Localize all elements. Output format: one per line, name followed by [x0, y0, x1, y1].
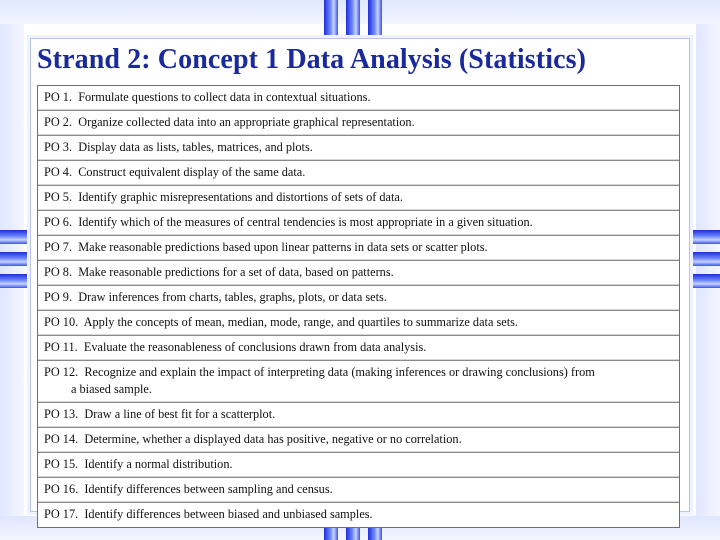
po-code: PO 17.	[44, 507, 79, 521]
po-text: Determine, whether a displayed data has positive, negative or no correlation.	[84, 432, 462, 446]
po-text: Formulate questions to collect data in contextual situations.	[78, 90, 371, 104]
objectives-table	[37, 85, 680, 528]
po-code: PO 4.	[44, 165, 73, 179]
po-code: PO 13.	[44, 407, 79, 421]
top-decorative-wash	[0, 0, 720, 24]
right-decorative-wash	[696, 0, 720, 540]
table-row	[38, 503, 679, 527]
top-decorative-bar-3	[368, 0, 382, 38]
po-text: Construct equivalent display of the same data.	[78, 165, 306, 179]
left-decorative-wash	[0, 0, 24, 540]
right-decorative-bar-3	[686, 274, 720, 288]
table-row	[38, 361, 679, 403]
top-decorative-bar-1	[324, 0, 338, 38]
po-code: PO 9.	[44, 290, 73, 304]
po-code: PO 7.	[44, 240, 73, 254]
table-row	[38, 211, 679, 236]
right-decorative-bar-2	[686, 252, 720, 266]
table-row	[38, 403, 679, 428]
po-text: Make reasonable predictions based upon linear patterns in data sets or scatter plots.	[78, 240, 488, 254]
po-code: PO 10.	[44, 315, 79, 329]
po-text: Organize collected data into an appropriate graphical representation.	[78, 115, 415, 129]
table-row	[38, 478, 679, 503]
po-text: Evaluate the reasonableness of conclusions drawn from data analysis.	[83, 340, 427, 354]
table-row	[38, 161, 679, 186]
table-row	[38, 136, 679, 161]
po-code: PO 11.	[44, 340, 78, 354]
po-code: PO 5.	[44, 190, 73, 204]
po-code: PO 16.	[44, 482, 79, 496]
po-code: PO 14.	[44, 432, 79, 446]
table-row	[38, 336, 679, 361]
po-text: Make reasonable predictions for a set of data, based on patterns.	[78, 265, 394, 279]
table-row	[38, 261, 679, 286]
po-code: PO 12.	[44, 365, 79, 379]
po-text: Apply the concepts of mean, median, mode, range, and quartiles to summarize data sets.	[83, 315, 519, 329]
po-text: Identify which of the measures of central tendencies is most appropriate in a given situation.	[78, 215, 533, 229]
table-row	[38, 236, 679, 261]
po-text: Draw a line of best fit for a scatterplot.	[84, 407, 276, 421]
table-row	[38, 428, 679, 453]
table-row	[38, 311, 679, 336]
po-code: PO 15.	[44, 457, 79, 471]
table-row	[38, 186, 679, 211]
po-code: PO 3.	[44, 140, 73, 154]
po-text: Draw inferences from charts, tables, graphs, plots, or data sets.	[78, 290, 387, 304]
po-text: Identify graphic misrepresentations and distortions of sets of data.	[78, 190, 403, 204]
slide-title: Strand 2: Concept 1 Data Analysis (Statistics)	[37, 44, 587, 75]
po-code: PO 1.	[44, 90, 73, 104]
po-text-continuation: a biased sample.	[71, 382, 152, 396]
po-text: Display data as lists, tables, matrices, and plots.	[78, 140, 313, 154]
po-text: Recognize and explain the impact of interpreting data (making inferences or drawing conclusions) from	[84, 365, 595, 379]
po-text: Identify a normal distribution.	[84, 457, 233, 471]
table-row	[38, 86, 679, 111]
table-row	[38, 111, 679, 136]
po-text: Identify differences between sampling and census.	[84, 482, 333, 496]
po-text: Identify differences between biased and unbiased samples.	[84, 507, 373, 521]
table-row	[38, 453, 679, 478]
right-decorative-bar-1	[686, 230, 720, 244]
po-code: PO 2.	[44, 115, 73, 129]
table-row	[38, 286, 679, 311]
top-decorative-bar-2	[346, 0, 360, 38]
po-code: PO 6.	[44, 215, 73, 229]
po-code: PO 8.	[44, 265, 73, 279]
